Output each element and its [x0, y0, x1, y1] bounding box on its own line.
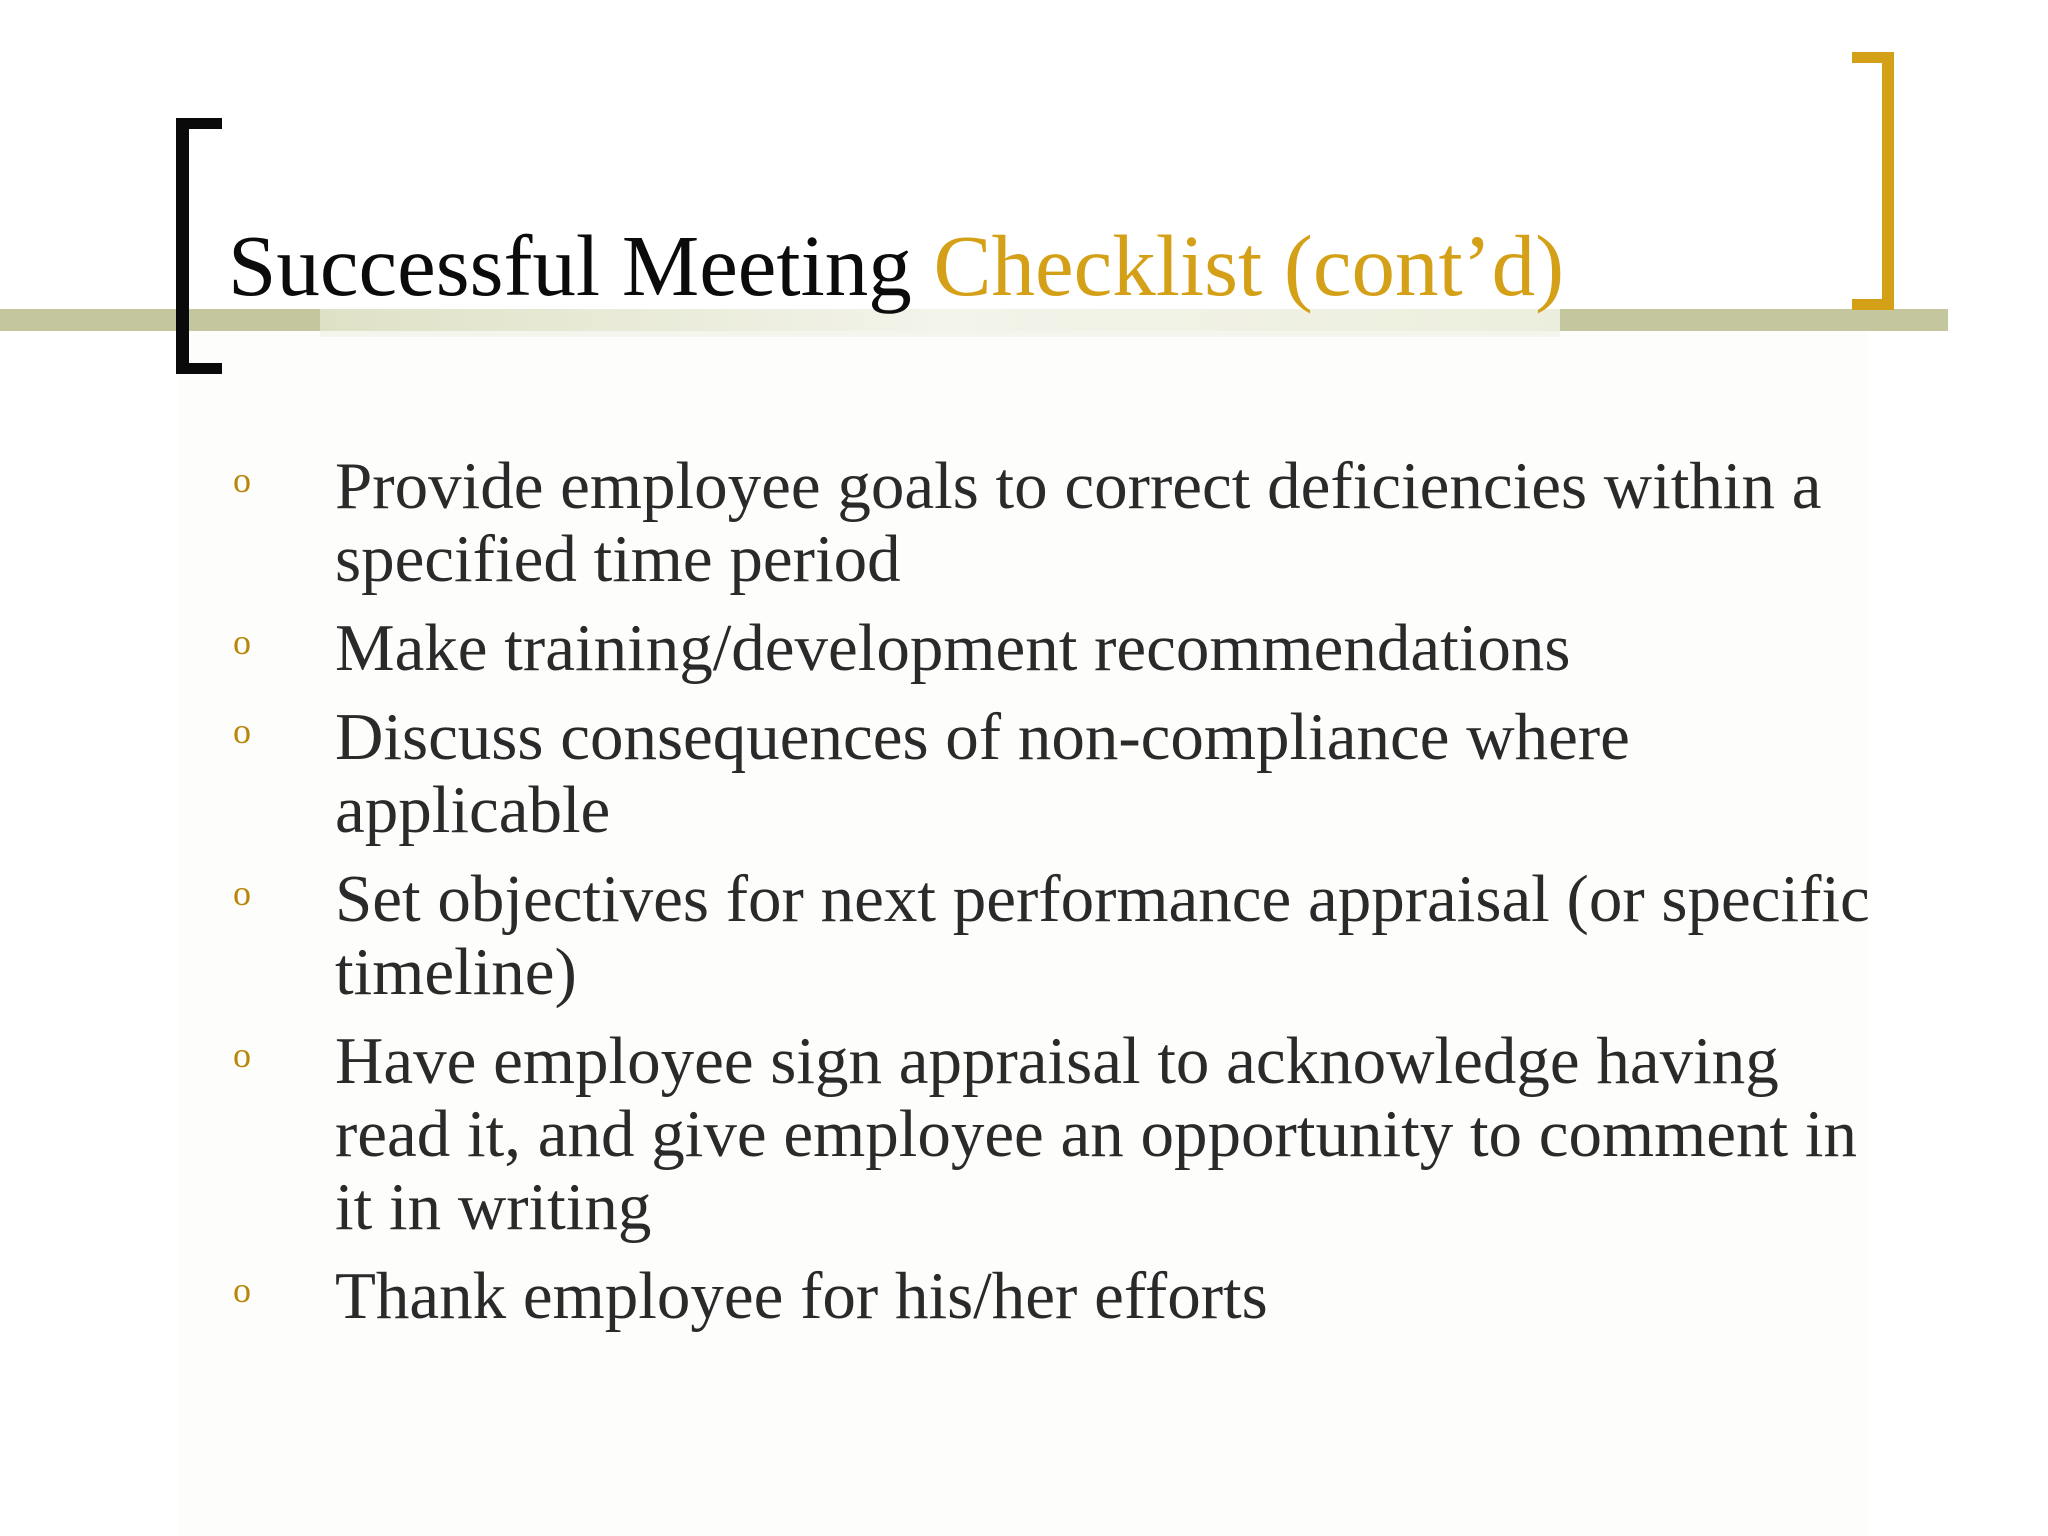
bullet-item	[230, 1260, 1870, 1333]
bullet-item	[230, 450, 1870, 596]
bullet-text: Have employee sign appraisal to acknowledge having read it, and give employee an opportunity to comment in it in writing	[335, 1024, 1857, 1244]
bullet-marker: o	[233, 460, 251, 500]
left-bracket-decoration	[176, 118, 222, 374]
slide-title	[228, 217, 1565, 314]
bullet-item	[230, 701, 1870, 847]
bullet-marker: o	[233, 1270, 251, 1310]
bullet-marker: o	[233, 711, 251, 751]
bullet-item	[230, 1025, 1870, 1244]
bullet-text: Discuss consequences of non-compliance where applicable	[335, 700, 1630, 847]
slide-title-main: Successful Meeting	[228, 217, 934, 314]
bullet-list	[230, 450, 1870, 1349]
bullet-marker: o	[233, 873, 251, 913]
slide-title-accent: Checklist (cont’d)	[933, 217, 1565, 314]
bullet-marker: o	[233, 622, 251, 662]
right-bracket-decoration	[1852, 52, 1894, 310]
bullet-text: Provide employee goals to correct deficiencies within a specified time period	[335, 449, 1822, 596]
bullet-marker: o	[233, 1035, 251, 1075]
bullet-item	[230, 863, 1870, 1009]
bullet-text: Thank employee for his/her efforts	[335, 1259, 1268, 1333]
bullet-text: Set objectives for next performance appraisal (or specific timeline)	[335, 862, 1870, 1009]
title-underline-shadow	[320, 331, 1560, 337]
bullet-item	[230, 612, 1870, 685]
bullet-text: Make training/development recommendations	[335, 611, 1571, 685]
